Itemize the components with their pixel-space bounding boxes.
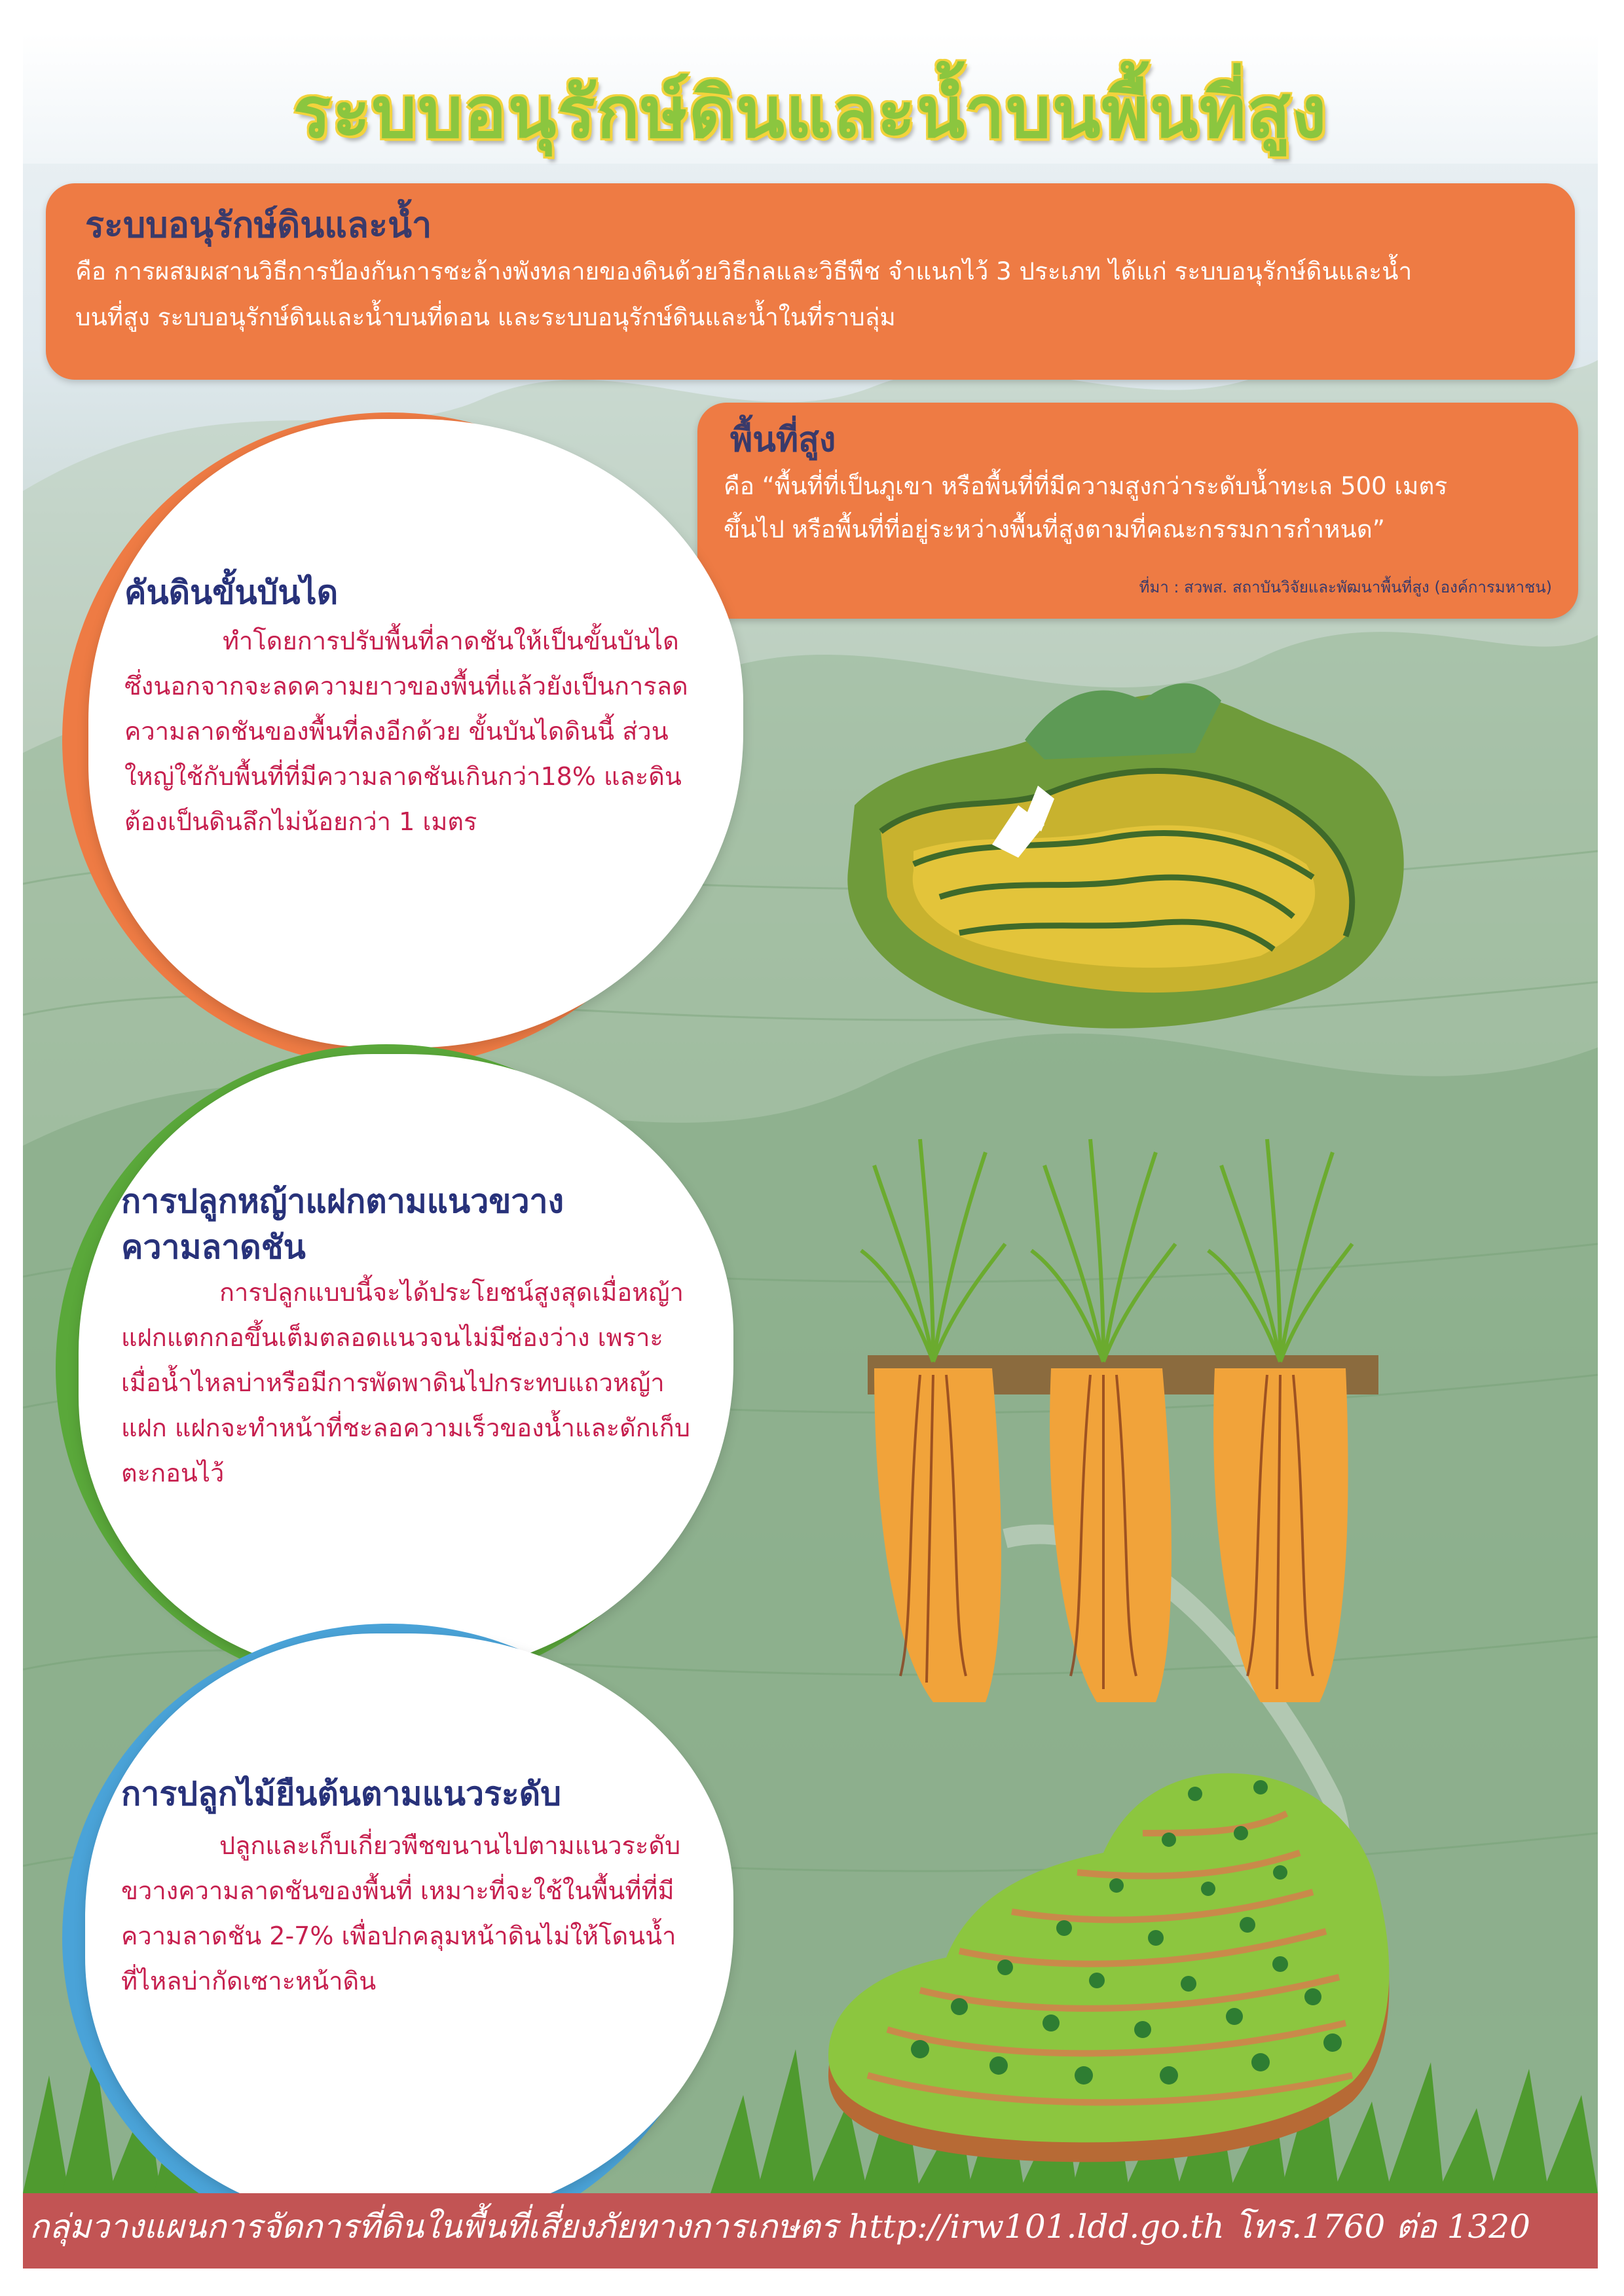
title-bar	[23, 33, 1598, 164]
highland-source: ที่มา : สวพส. สถาบันวิจัยและพัฒนาพื้นที่สูง (องค์การมหาชน)	[1139, 578, 1552, 596]
highland-box	[697, 403, 1578, 619]
contour-trees-illustration	[789, 1709, 1431, 2193]
main-title: ระบบอนุรักษ์ดินและน้ำบนพื้นที่สูง	[293, 72, 1328, 154]
definition-text	[75, 249, 1549, 340]
vetiver-grass-illustration	[848, 1126, 1398, 1715]
section-3-title: การปลูกไม้ยืนต้นตามแนวระดับ	[121, 1775, 561, 1813]
definition-box	[46, 183, 1575, 380]
footer-text: กลุ่มวางแผนการจัดการที่ดินในพื้นที่เสี่ยงภัยทางการเกษตร http://irw101.ldd.go.th โทร.1760 ต่อ 1320	[29, 2208, 1530, 2246]
definition-line-1: คือ การผสมผสานวิธีการป้องกันการชะล้างพังทลายของดินด้วยวิธีกลและวิธีพืช จำแนกไว้ 3 ประเภท ได้แก่ ระบบอนุรักษ์ดินและน้ำ	[75, 257, 1412, 285]
poster	[23, 33, 1598, 2269]
section-2-body: การปลูกแบบนี้จะได้ประโยชน์สูงสุดเมื่อหญ้าแฝกแตกกอขึ้นเต็มตลอดแนวจนไม่มีช่องว่าง เพราะเมื่อน้ำไหลบ่าหรือมีการพัดพาดินไปกระทบแถวหญ้าแฝก แฝกจะทำหน้าที่ชะลอความเร็วของน้ำและดักเก็บตะกอนไว้	[121, 1278, 690, 1487]
section-1-title: คันดินขั้นบันได	[124, 574, 339, 611]
section-3-body: ปลูกและเก็บเกี่ยวพืชขนานไปตามแนวระดับ ขวางความลาดชันของพื้นที่ เหมาะที่จะใช้ในพื้นที่ที่มีความลาดชัน 2-7% เพื่อปกคลุมหน้าดินไม่ให้โดนน้ำที่ไหลบ่ากัดเซาะหน้าดิน	[121, 1831, 681, 1995]
highland-line-1: คือ “พื้นที่ที่เป็นภูเขา หรือพื้นที่ที่มีความสูงกว่าระดับน้ำทะเล 500 เมตร	[724, 472, 1448, 500]
terraced-hills-illustration	[828, 674, 1418, 1041]
section-1-body: ทำโดยการปรับพื้นที่ลาดชันให้เป็นขั้นบันได ซึ่งนอกจากจะลดความยาวของพื้นที่แล้วยังเป็นการลดความลาดชันของพื้นที่ลงอีกด้วย ขั้นบันไดดินนี้ ส่วนใหญ่ใช้กับพื้นที่ที่มีความลาดชันเกินกว่า18% และดินต้องเป็นดินลึกไม่น้อยกว่า 1 เมตร	[124, 627, 688, 836]
section-2-title: การปลูกหญ้าแฝกตามแนวขวางความลาดชัน	[121, 1182, 564, 1266]
footer-bar	[23, 2193, 1598, 2269]
highland-heading: พื้นที่สูง	[730, 420, 836, 460]
highland-line-2: ขึ้นไป หรือพื้นที่ที่อยู่ระหว่างพื้นที่สูงตามที่คณะกรรมการกำหนด”	[724, 515, 1385, 543]
definition-line-2: บนที่สูง ระบบอนุรักษ์ดินและน้ำบนที่ดอน และระบบอนุรักษ์ดินและน้ำในที่ราบลุ่ม	[75, 303, 896, 331]
definition-heading: ระบบอนุรักษ์ดินและน้ำ	[85, 204, 432, 246]
highland-text	[724, 465, 1562, 551]
